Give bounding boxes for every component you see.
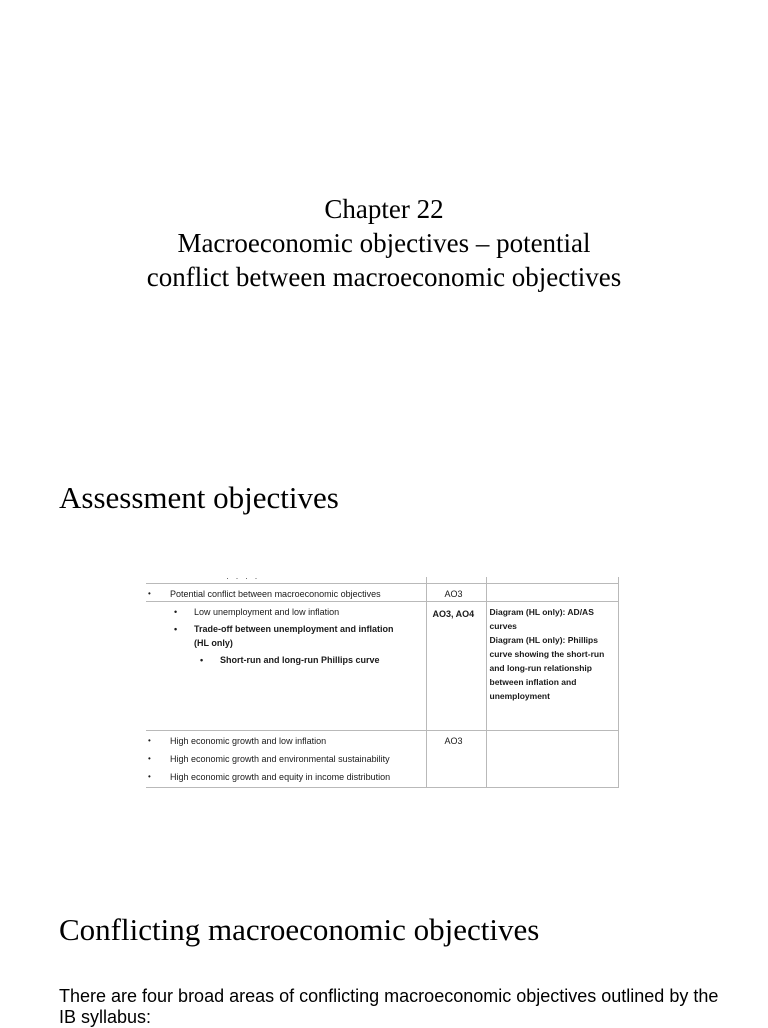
chapter-subtitle-line2: conflict between macroeconomic objectives [146, 262, 622, 292]
diagram-note: Diagram (HL only): Phillips curve showing the short-run and long-run relationship between inflation and unemployment [489, 635, 605, 702]
topic-list [146, 602, 426, 667]
table-cell [146, 602, 426, 731]
topic-list [146, 584, 426, 601]
topic-list [146, 731, 426, 784]
table-cell [146, 731, 426, 788]
ao-cell: AO3 [426, 731, 486, 788]
table-row [146, 602, 618, 731]
table-row [146, 577, 618, 584]
table-cell [146, 584, 426, 602]
list-item: • High economic growth and low inflation [146, 734, 426, 752]
table-row [146, 584, 618, 602]
diagram-note-cell [486, 602, 618, 731]
chapter-number: Chapter 22 [324, 194, 444, 224]
assessment-objectives-heading: Assessment objectives [59, 480, 339, 515]
list-item: • High economic growth and equity in income distribution [146, 770, 426, 784]
list-item: • High economic growth and environmental sustainability [146, 752, 426, 770]
syllabus-table [146, 577, 619, 788]
chapter-subtitle-line1: Macroeconomic objectives – potential [177, 228, 591, 258]
diagram-note: Diagram (HL only): AD/AS curves [489, 607, 594, 632]
chapter-title [0, 192, 768, 294]
table-row [146, 731, 618, 788]
list-item: • Low unemployment and low inflation [146, 602, 426, 619]
list-item-line: (HL only) [194, 638, 233, 649]
cropped-text: · · · · [226, 577, 260, 583]
table-cell [486, 584, 618, 602]
table-cell [426, 577, 486, 584]
list-item: • Potential conflict between macroeconomic objectives [146, 587, 426, 601]
list-item: • Short-run and long-run Phillips curve [146, 650, 426, 667]
list-item [146, 619, 426, 650]
conflicting-objectives-heading: Conflicting macroeconomic objectives [59, 912, 540, 947]
table-cell [146, 577, 426, 584]
ao-cell: AO3 [426, 584, 486, 602]
ao-cell: AO3, AO4 [426, 602, 486, 731]
list-item-line: Trade-off between unemployment and inflation [194, 624, 394, 635]
intro-paragraph: There are four broad areas of conflicting macroeconomic objectives outlined by the IB syllabus: [59, 986, 719, 1027]
table-cell [486, 577, 618, 584]
table-cell [486, 731, 618, 788]
